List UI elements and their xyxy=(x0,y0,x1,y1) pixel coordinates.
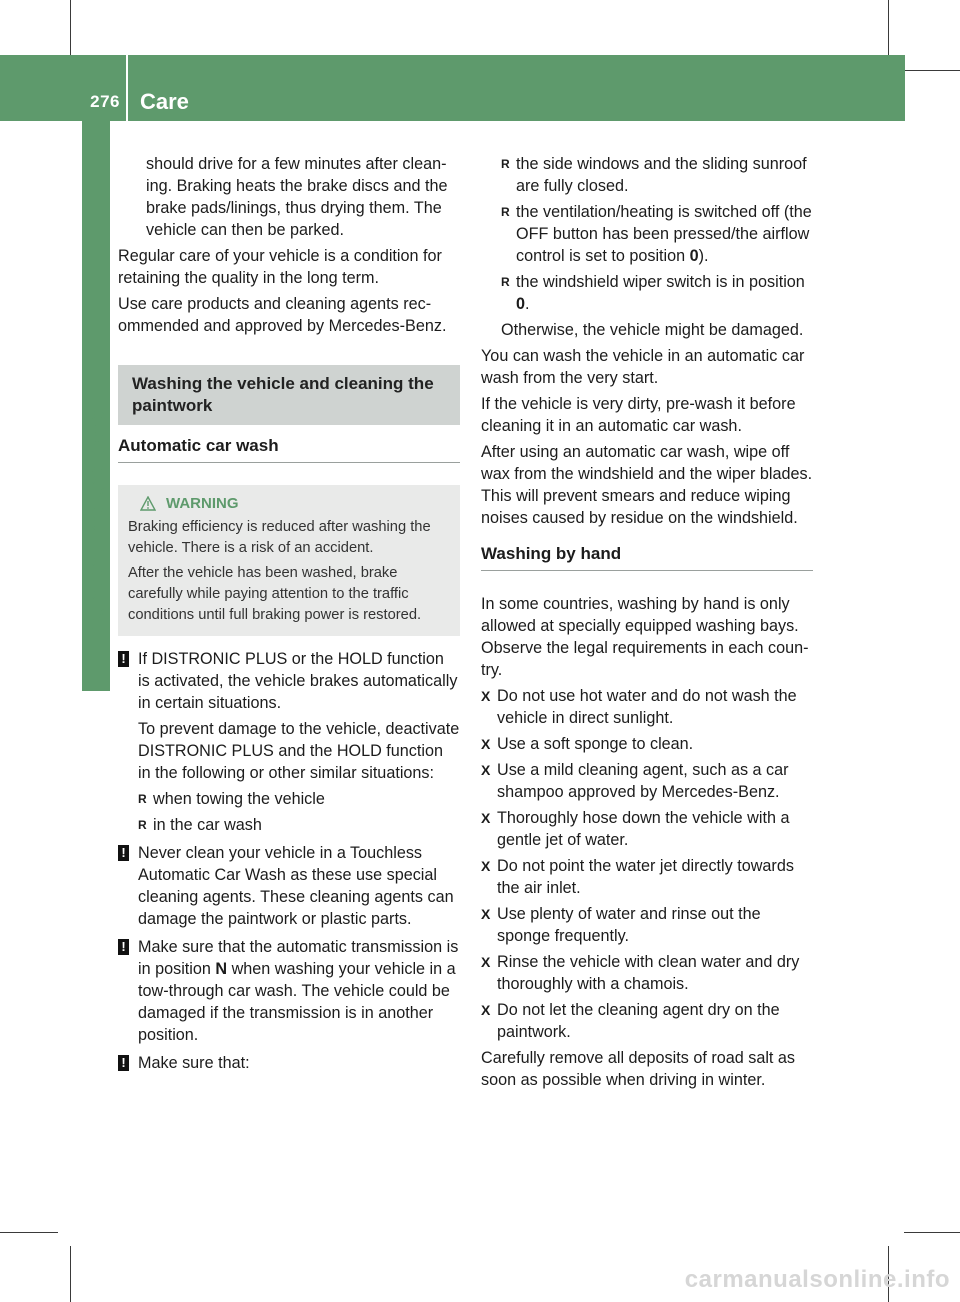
list-item-text: the windshield wiper switch is in position xyxy=(516,273,805,291)
instruction-step xyxy=(481,855,813,899)
instruction-step xyxy=(481,807,813,851)
crop-mark xyxy=(0,1232,58,1233)
warning-triangle-icon xyxy=(140,496,156,511)
left-column xyxy=(118,153,460,1080)
step-text: Do not point the water jet directly towards the air inlet. xyxy=(497,857,794,897)
note-text-part: when washing your vehicle in a tow-through car wash. The vehicle could be damaged if the transmission is in another position. xyxy=(138,960,456,1044)
note-text: To prevent damage to the vehicle, deactivate DISTRONIC PLUS and the HOLD function in the following or other similar situations: xyxy=(138,720,460,782)
subheading: Washing by hand xyxy=(481,543,813,571)
paragraph: You can wash the vehicle in an automatic car wash from the very start. xyxy=(481,347,805,387)
instruction-step xyxy=(481,951,813,995)
paragraph: Carefully remove all deposits of road salt as soon as possible when driving in winter. xyxy=(481,1049,796,1089)
list-item-text: in the car wash xyxy=(153,816,262,834)
note-text-part: Make sure that the automatic transmission is in position xyxy=(138,938,459,978)
step-arrow-icon: X xyxy=(481,762,491,778)
list-item-text: ). xyxy=(698,247,709,265)
list-item xyxy=(138,788,460,810)
bullet-icon: R xyxy=(138,818,147,832)
note xyxy=(118,1052,460,1074)
header-divider xyxy=(126,55,128,121)
step-arrow-icon: X xyxy=(481,906,491,922)
intro-continued: should drive for a few minutes after cleaning. Braking heats the brake discs and the brake pads/linings, thus drying them. The vehicle can then be parked. xyxy=(146,155,448,239)
step-text: Rinse the vehicle with clean water and dry thoroughly with a chamois. xyxy=(497,953,800,993)
bullet-icon: R xyxy=(501,157,510,171)
exclamation-icon: ! xyxy=(118,845,129,861)
instruction-step xyxy=(481,903,813,947)
watermark: carmanualsonline.info xyxy=(684,1266,950,1293)
list-item-text: when towing the vehicle xyxy=(153,790,325,808)
paragraph: If the vehicle is very dirty, pre-wash it before cleaning it in an automatic car wash. xyxy=(481,395,796,435)
instruction-step xyxy=(481,999,813,1043)
list-item-text: the ventilation/heating is switched off (the OFF button has been pressed/the airflow control is set to position xyxy=(516,203,812,265)
step-arrow-icon: X xyxy=(481,1002,491,1018)
instruction-step xyxy=(481,685,813,729)
crop-mark xyxy=(904,1232,960,1233)
step-arrow-icon: X xyxy=(481,688,491,704)
subheading: Automatic car wash xyxy=(118,435,460,463)
step-text: Use a mild cleaning agent, such as a car shampoo approved by Mercedes-Benz. xyxy=(497,761,789,801)
list-item xyxy=(501,153,813,197)
warning-box xyxy=(118,485,460,636)
list-item xyxy=(501,271,813,315)
note-text xyxy=(138,936,460,1046)
crop-mark xyxy=(888,0,889,58)
position-value: 0 xyxy=(516,295,526,313)
section-heading: Washing the vehicle and cleaning the paintwork xyxy=(118,365,460,425)
exclamation-icon: ! xyxy=(118,1055,129,1071)
position-value: N xyxy=(215,960,228,978)
instruction-step xyxy=(481,733,813,755)
step-arrow-icon: X xyxy=(481,810,491,826)
step-text: Use plenty of water and rinse out the sponge frequently. xyxy=(497,905,761,945)
crop-mark xyxy=(70,0,71,58)
step-arrow-icon: X xyxy=(481,954,491,970)
warning-text: Braking efficiency is reduced after washing the vehicle. There is a risk of an accident. xyxy=(128,519,431,556)
crop-mark xyxy=(70,1246,71,1302)
step-text: Thoroughly hose down the vehicle with a gentle jet of water. xyxy=(497,809,790,849)
warning-title-text: WARNING xyxy=(166,495,239,512)
instruction-step xyxy=(481,759,813,803)
paragraph: Regular care of your vehicle is a condition for retaining the quality in the long term. xyxy=(118,247,442,287)
side-tab-label: Maintenance and care xyxy=(84,410,109,640)
warning-title xyxy=(128,493,450,514)
note xyxy=(118,648,460,836)
position-value: 0 xyxy=(689,247,699,265)
paragraph: In some countries, washing by hand is only allowed at specially equipped washing bays. Observe the legal requirements in each country. xyxy=(481,595,809,679)
section-title: Care xyxy=(140,89,189,114)
note-text: If DISTRONIC PLUS or the HOLD function is activated, the vehicle brakes automatically in certain situations. xyxy=(138,650,458,712)
bullet-icon: R xyxy=(501,275,510,289)
page-number: 276 xyxy=(90,92,120,111)
step-text: Use a soft sponge to clean. xyxy=(497,735,694,753)
list-item-text: . xyxy=(525,295,530,313)
warning-text: After the vehicle has been washed, brake carefully while paying attention to the traffic conditions until full braking power is restored. xyxy=(128,565,422,623)
exclamation-icon: ! xyxy=(118,651,129,667)
note-text: Make sure that: xyxy=(138,1054,250,1072)
bullet-icon: R xyxy=(138,792,147,806)
crop-mark xyxy=(904,70,960,71)
step-text: Do not use hot water and do not wash the vehicle in direct sunlight. xyxy=(497,687,797,727)
paragraph: Use care products and cleaning agents recommended and approved by Mercedes-Benz. xyxy=(118,295,447,335)
list-item xyxy=(501,201,813,267)
step-arrow-icon: X xyxy=(481,736,491,752)
exclamation-icon: ! xyxy=(118,939,129,955)
note-text: Never clean your vehicle in a Touchless Automatic Car Wash as these use special cleaning agents. These cleaning agents can damage the paintwork or plastic parts. xyxy=(138,844,454,928)
paragraph: Otherwise, the vehicle might be damaged. xyxy=(501,321,804,339)
list-item-text: the side windows and the sliding sunroof are fully closed. xyxy=(516,155,807,195)
paragraph: After using an automatic car wash, wipe off wax from the windshield and the wiper blades. This will prevent smears and reduce wiping noises caused by residue on the windshield. xyxy=(481,443,813,527)
step-text: Do not let the cleaning agent dry on the paintwork. xyxy=(497,1001,780,1041)
header-bar xyxy=(0,55,905,121)
note xyxy=(118,936,460,1046)
list-item xyxy=(138,814,460,836)
right-column xyxy=(481,153,813,1095)
bullet-icon: R xyxy=(501,205,510,219)
note xyxy=(118,842,460,930)
step-arrow-icon: X xyxy=(481,858,491,874)
